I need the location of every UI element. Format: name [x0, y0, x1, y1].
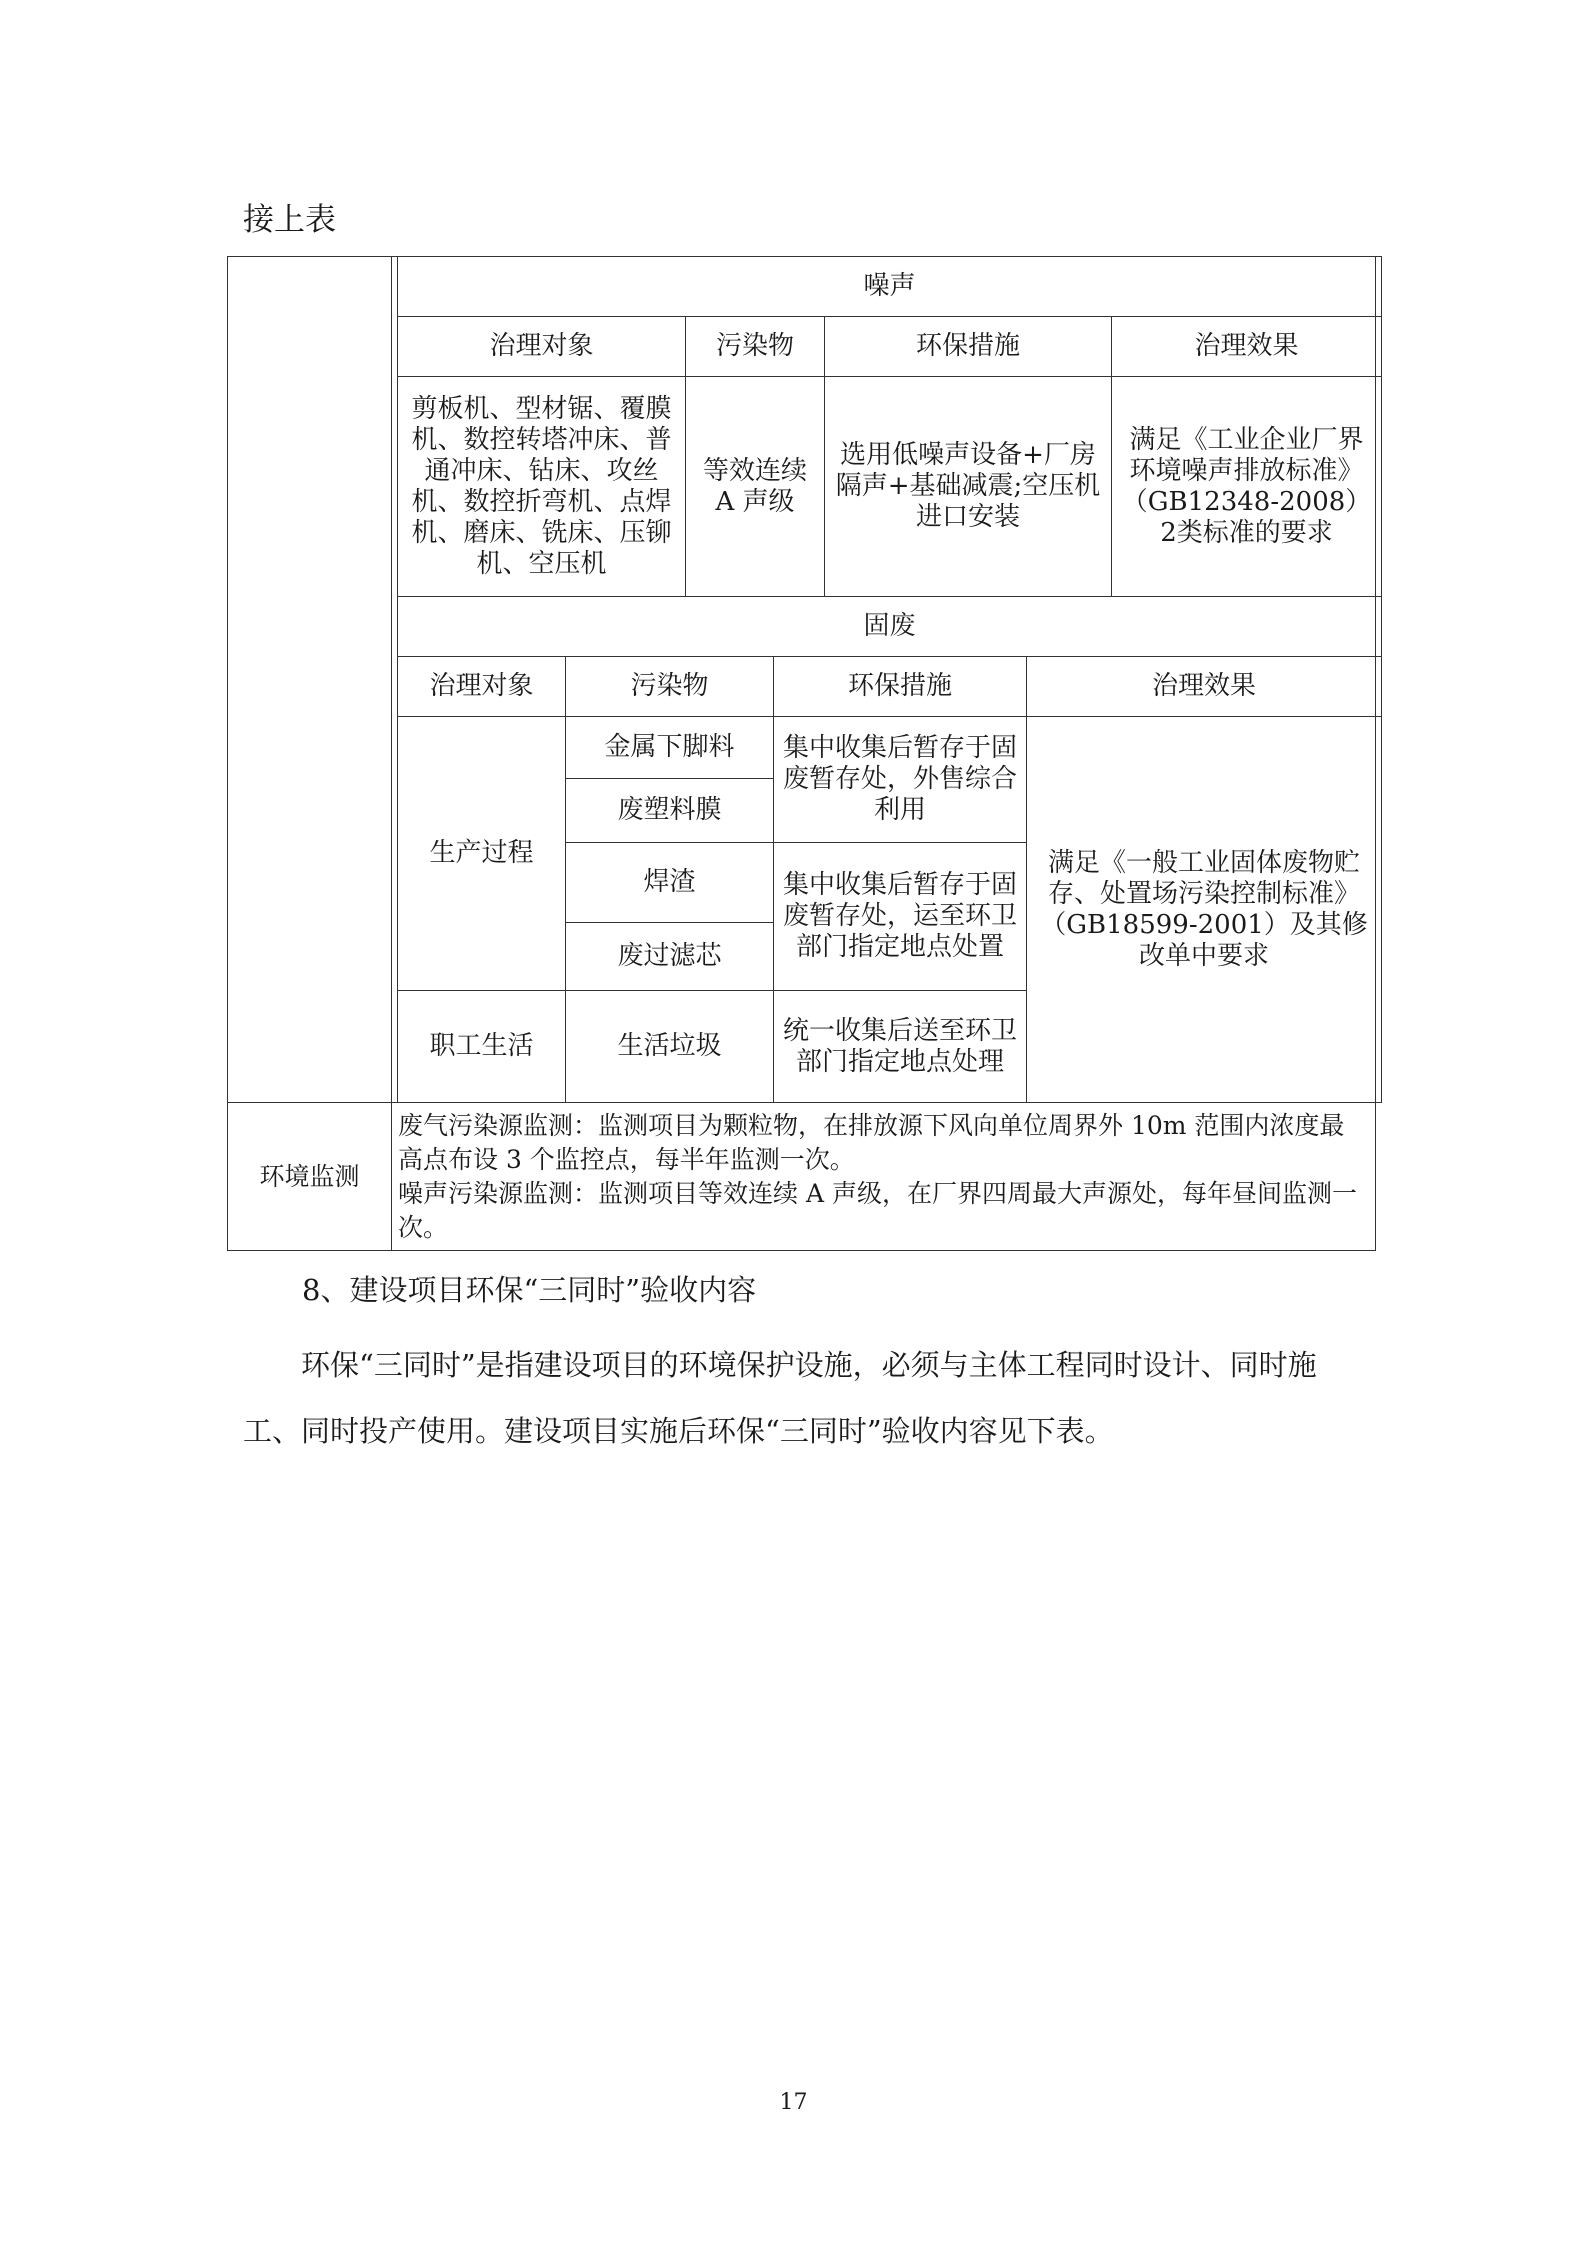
solid-item-filter: 废过滤芯: [566, 923, 774, 991]
noise-measure: 选用低噪声设备+厂房隔声+基础减震;空压机进口安装: [825, 377, 1112, 597]
solid-garbage: 生活垃圾: [566, 991, 774, 1103]
noise-object: 剪板机、型材锯、覆膜机、数控转塔冲床、普通冲床、钻床、攻丝机、数控折弯机、点焊机、磨床、铣床、压铆机、空压机: [398, 377, 686, 597]
solid-waste-table: [397, 596, 1382, 1103]
noise-header-pollutant: 污染物: [686, 317, 825, 377]
noise-effect: 满足《工业企业厂界环境噪声排放标准》（GB12348-2008）2类标准的要求: [1112, 377, 1382, 597]
solid-staff: 职工生活: [398, 991, 566, 1103]
solid-measure-2: 集中收集后暂存于固废暂存处，运至环卫部门指定地点处置: [774, 843, 1027, 991]
solid-item-slag: 焊渣: [566, 843, 774, 923]
solid-measure-1: 集中收集后暂存于固废暂存处，外售综合利用: [774, 717, 1027, 843]
solid-header-object: 治理对象: [398, 657, 566, 717]
noise-header-measure: 环保措施: [825, 317, 1112, 377]
noise-header-object: 治理对象: [398, 317, 686, 377]
solid-title: 固废: [398, 597, 1382, 657]
noise-table: [397, 256, 1382, 597]
solid-effect: 满足《一般工业固体废物贮存、处置场污染控制标准》（GB18599-2001）及其修改单中要求: [1027, 717, 1382, 1103]
solid-measure-3: 统一收集后送至环卫部门指定地点处理: [774, 991, 1027, 1103]
monitoring-label: 环境监测: [228, 1103, 392, 1251]
monitoring-noise: 噪声污染源监测：监测项目等效连续 A 声级，在厂界四周最大声源处，每年昼间监测一次。: [398, 1178, 1357, 1242]
solid-header-effect: 治理效果: [1027, 657, 1382, 717]
section-heading: 8、建设项目环保“三同时”验收内容: [302, 1273, 757, 1307]
solid-item-metal: 金属下脚料: [566, 717, 774, 779]
page-number: 17: [779, 2090, 808, 2115]
section-paragraph: 环保“三同时”是指建设项目的环境保护设施，必须与主体工程同时设计、同时施工、同时投产使用。建设项目实施后环保“三同时”验收内容见下表。: [243, 1348, 1317, 1448]
solid-production: 生产过程: [398, 717, 566, 991]
measures-table: [227, 256, 1376, 1251]
solid-header-measure: 环保措施: [774, 657, 1027, 717]
solid-item-plastic: 废塑料膜: [566, 779, 774, 843]
blank-left-cell: [228, 257, 392, 1103]
monitoring-content: [392, 1103, 1376, 1251]
noise-pollutant: 等效连续 A 声级: [686, 377, 825, 597]
noise-header-effect: 治理效果: [1112, 317, 1382, 377]
noise-title: 噪声: [398, 257, 1382, 317]
table-caption: 接上表: [243, 202, 336, 238]
monitoring-gas: 废气污染源监测：监测项目为颗粒物，在排放源下风向单位周界外 10m 范围内浓度最高点布设 3 个监控点，每半年监测一次。: [398, 1110, 1345, 1174]
solid-header-pollutant: 污染物: [566, 657, 774, 717]
